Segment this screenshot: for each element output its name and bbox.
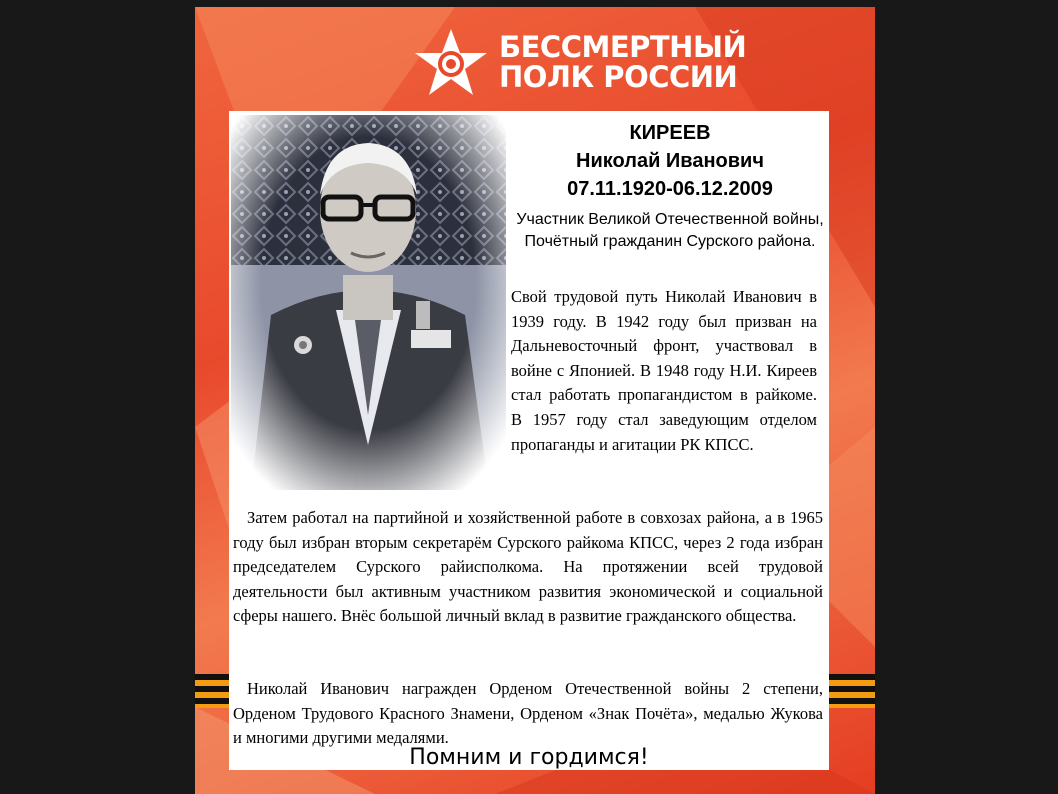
bio-paragraph-2 [233, 506, 823, 629]
biography-card [229, 111, 829, 770]
bio-paragraph-3 [233, 677, 823, 751]
immortal-regiment-logo [413, 27, 746, 97]
bio-paragraph-2-text: Затем работал на партийной и хозяйственной работе в совхозах района, а в 1965 году был избран вторым секретарём Сурского райкома КПСС, через 2 года избран председателем Сурского райисполкома. На протяжении всей трудовой деятельности был активным участником развития экономической и социальной сферы нашего. Внёс большой личный вклад в развитие гражданского общества. [233, 508, 823, 626]
surname: КИРЕЕВ [629, 122, 711, 144]
bio-paragraph-1: Свой трудовой путь Николай Иванович в 1939 году. В 1942 году был призван на Дальневосточный фронт, участвовал в войне с Японией. В 1948 году Н.И. Киреев стал работать пропагандистом в райкоме. В 1957 году стал заведующим отделом пропаганды и агитации РК КПСС. [511, 287, 817, 454]
portrait-photo [231, 115, 506, 490]
role-text: Участник Великой Отечественной войны, Почётный гражданин Сурского района. [516, 211, 824, 250]
logo-line-1: БЕССМЕРТНЫЙ [499, 30, 747, 64]
bio-paragraph-3-text: Николай Иванович награжден Орденом Отечественной войны 2 степени, Орденом Трудового Красного Знамени, Орденом «Знак Почёта», медалью Жукова и многими другими медалями. [233, 679, 823, 748]
slogan: Помним и гордимся! [409, 745, 649, 770]
logo-line-2: ПОЛК РОССИИ [499, 60, 738, 94]
person-header [515, 119, 825, 253]
memorial-slide [195, 7, 875, 794]
red-star-icon [413, 27, 489, 97]
full-name: Николай Иванович [576, 150, 764, 172]
life-dates: 07.11.1920-06.12.2009 [567, 178, 773, 200]
